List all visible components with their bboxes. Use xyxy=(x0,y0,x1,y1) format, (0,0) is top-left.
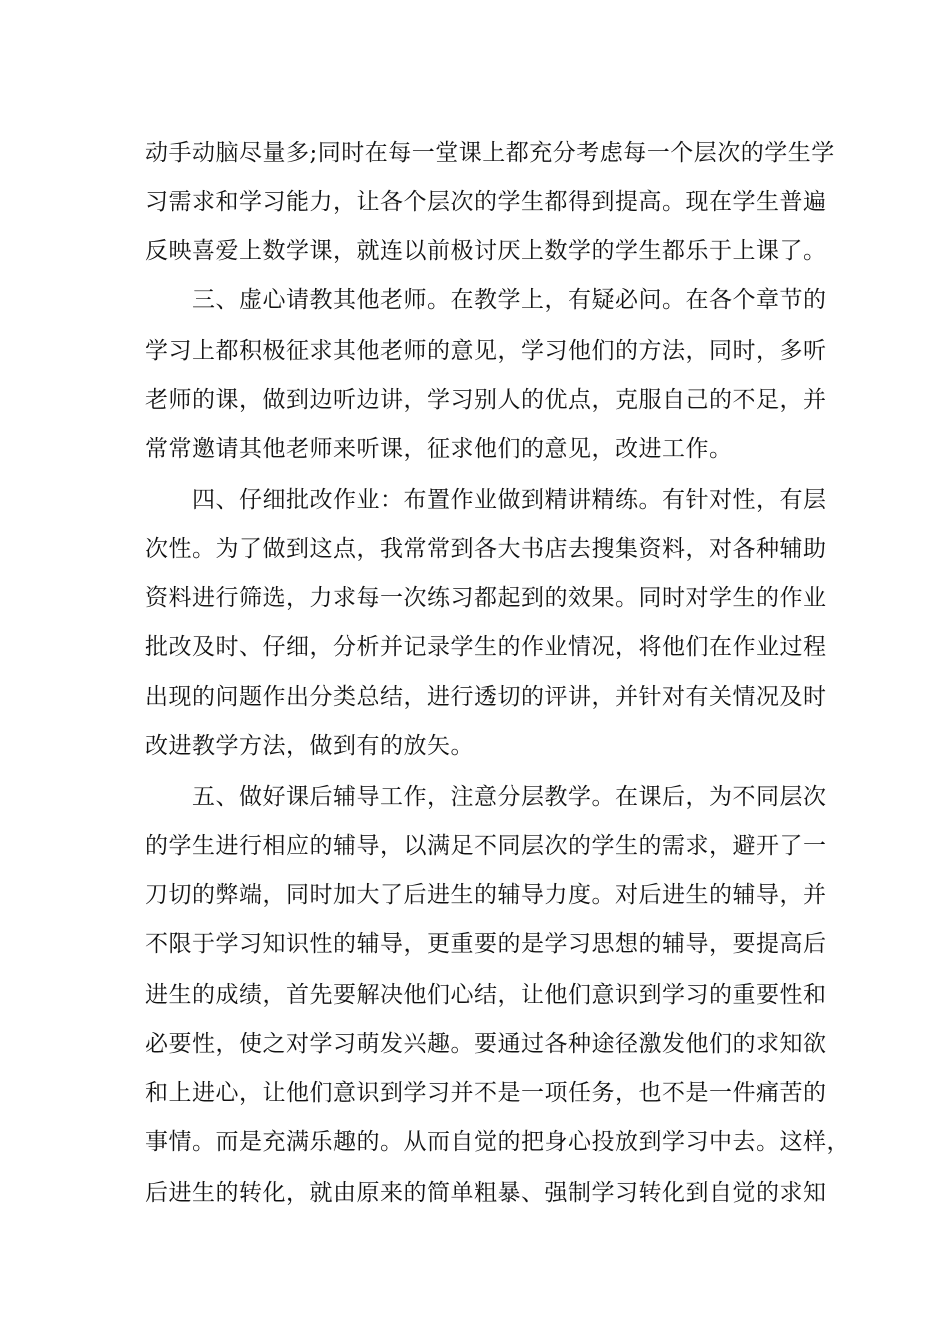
text-line: 四、仔细批改作业：布置作业做到精讲精练。有针对性，有层 xyxy=(145,487,827,513)
text-line: 次性。为了做到这点，我常常到各大书店去搜集资料，对各种辅助 xyxy=(145,536,827,562)
text-line: 反映喜爱上数学课，就连以前极讨厌上数学的学生都乐于上课了。 xyxy=(145,238,827,264)
text-line: 和上进心，让他们意识到学习并不是一项任务，也不是一件痛苦的 xyxy=(145,1080,827,1106)
text-line: 习需求和学习能力，让各个层次的学生都得到提高。现在学生普遍 xyxy=(145,189,827,215)
text-line: 后进生的转化，就由原来的简单粗暴、强制学习转化到自觉的求知 xyxy=(145,1180,827,1206)
text-line: 的学生进行相应的辅导，以满足不同层次的学生的需求，避开了一 xyxy=(145,833,827,859)
text-line: 三、虚心请教其他老师。在教学上，有疑必问。在各个章节的 xyxy=(145,287,827,313)
text-line: 事情。而是充满乐趣的。从而自觉的把身心投放到学习中去。这样， xyxy=(145,1129,850,1155)
text-line: 常常邀请其他老师来听课，征求他们的意见，改进工作。 xyxy=(145,436,733,462)
text-line: 五、做好课后辅导工作，注意分层教学。在课后，为不同层次 xyxy=(145,784,827,810)
text-line: 必要性，使之对学习萌发兴趣。要通过各种途径激发他们的求知欲 xyxy=(145,1031,827,1057)
text-line: 改进教学方法，做到有的放矢。 xyxy=(145,733,474,759)
text-line: 老师的课，做到边听边讲，学习别人的优点，克服自己的不足，并 xyxy=(145,387,827,413)
text-line: 进生的成绩，首先要解决他们心结，让他们意识到学习的重要性和 xyxy=(145,982,827,1008)
text-line: 资料进行筛选，力求每一次练习都起到的效果。同时对学生的作业 xyxy=(145,585,827,611)
text-line: 批改及时、仔细，分析并记录学生的作业情况，将他们在作业过程 xyxy=(145,634,827,660)
text-line: 刀切的弊端，同时加大了后进生的辅导力度。对后进生的辅导，并 xyxy=(145,882,827,908)
text-line: 出现的问题作出分类总结，进行透切的评讲，并针对有关情况及时 xyxy=(145,684,827,710)
text-line: 动手动脑尽量多;同时在每一堂课上都充分考虑每一个层次的学生学 xyxy=(145,140,835,166)
text-line: 学习上都积极征求其他老师的意见，学习他们的方法，同时，多听 xyxy=(145,338,827,364)
text-line: 不限于学习知识性的辅导，更重要的是学习思想的辅导，要提高后 xyxy=(145,931,827,957)
